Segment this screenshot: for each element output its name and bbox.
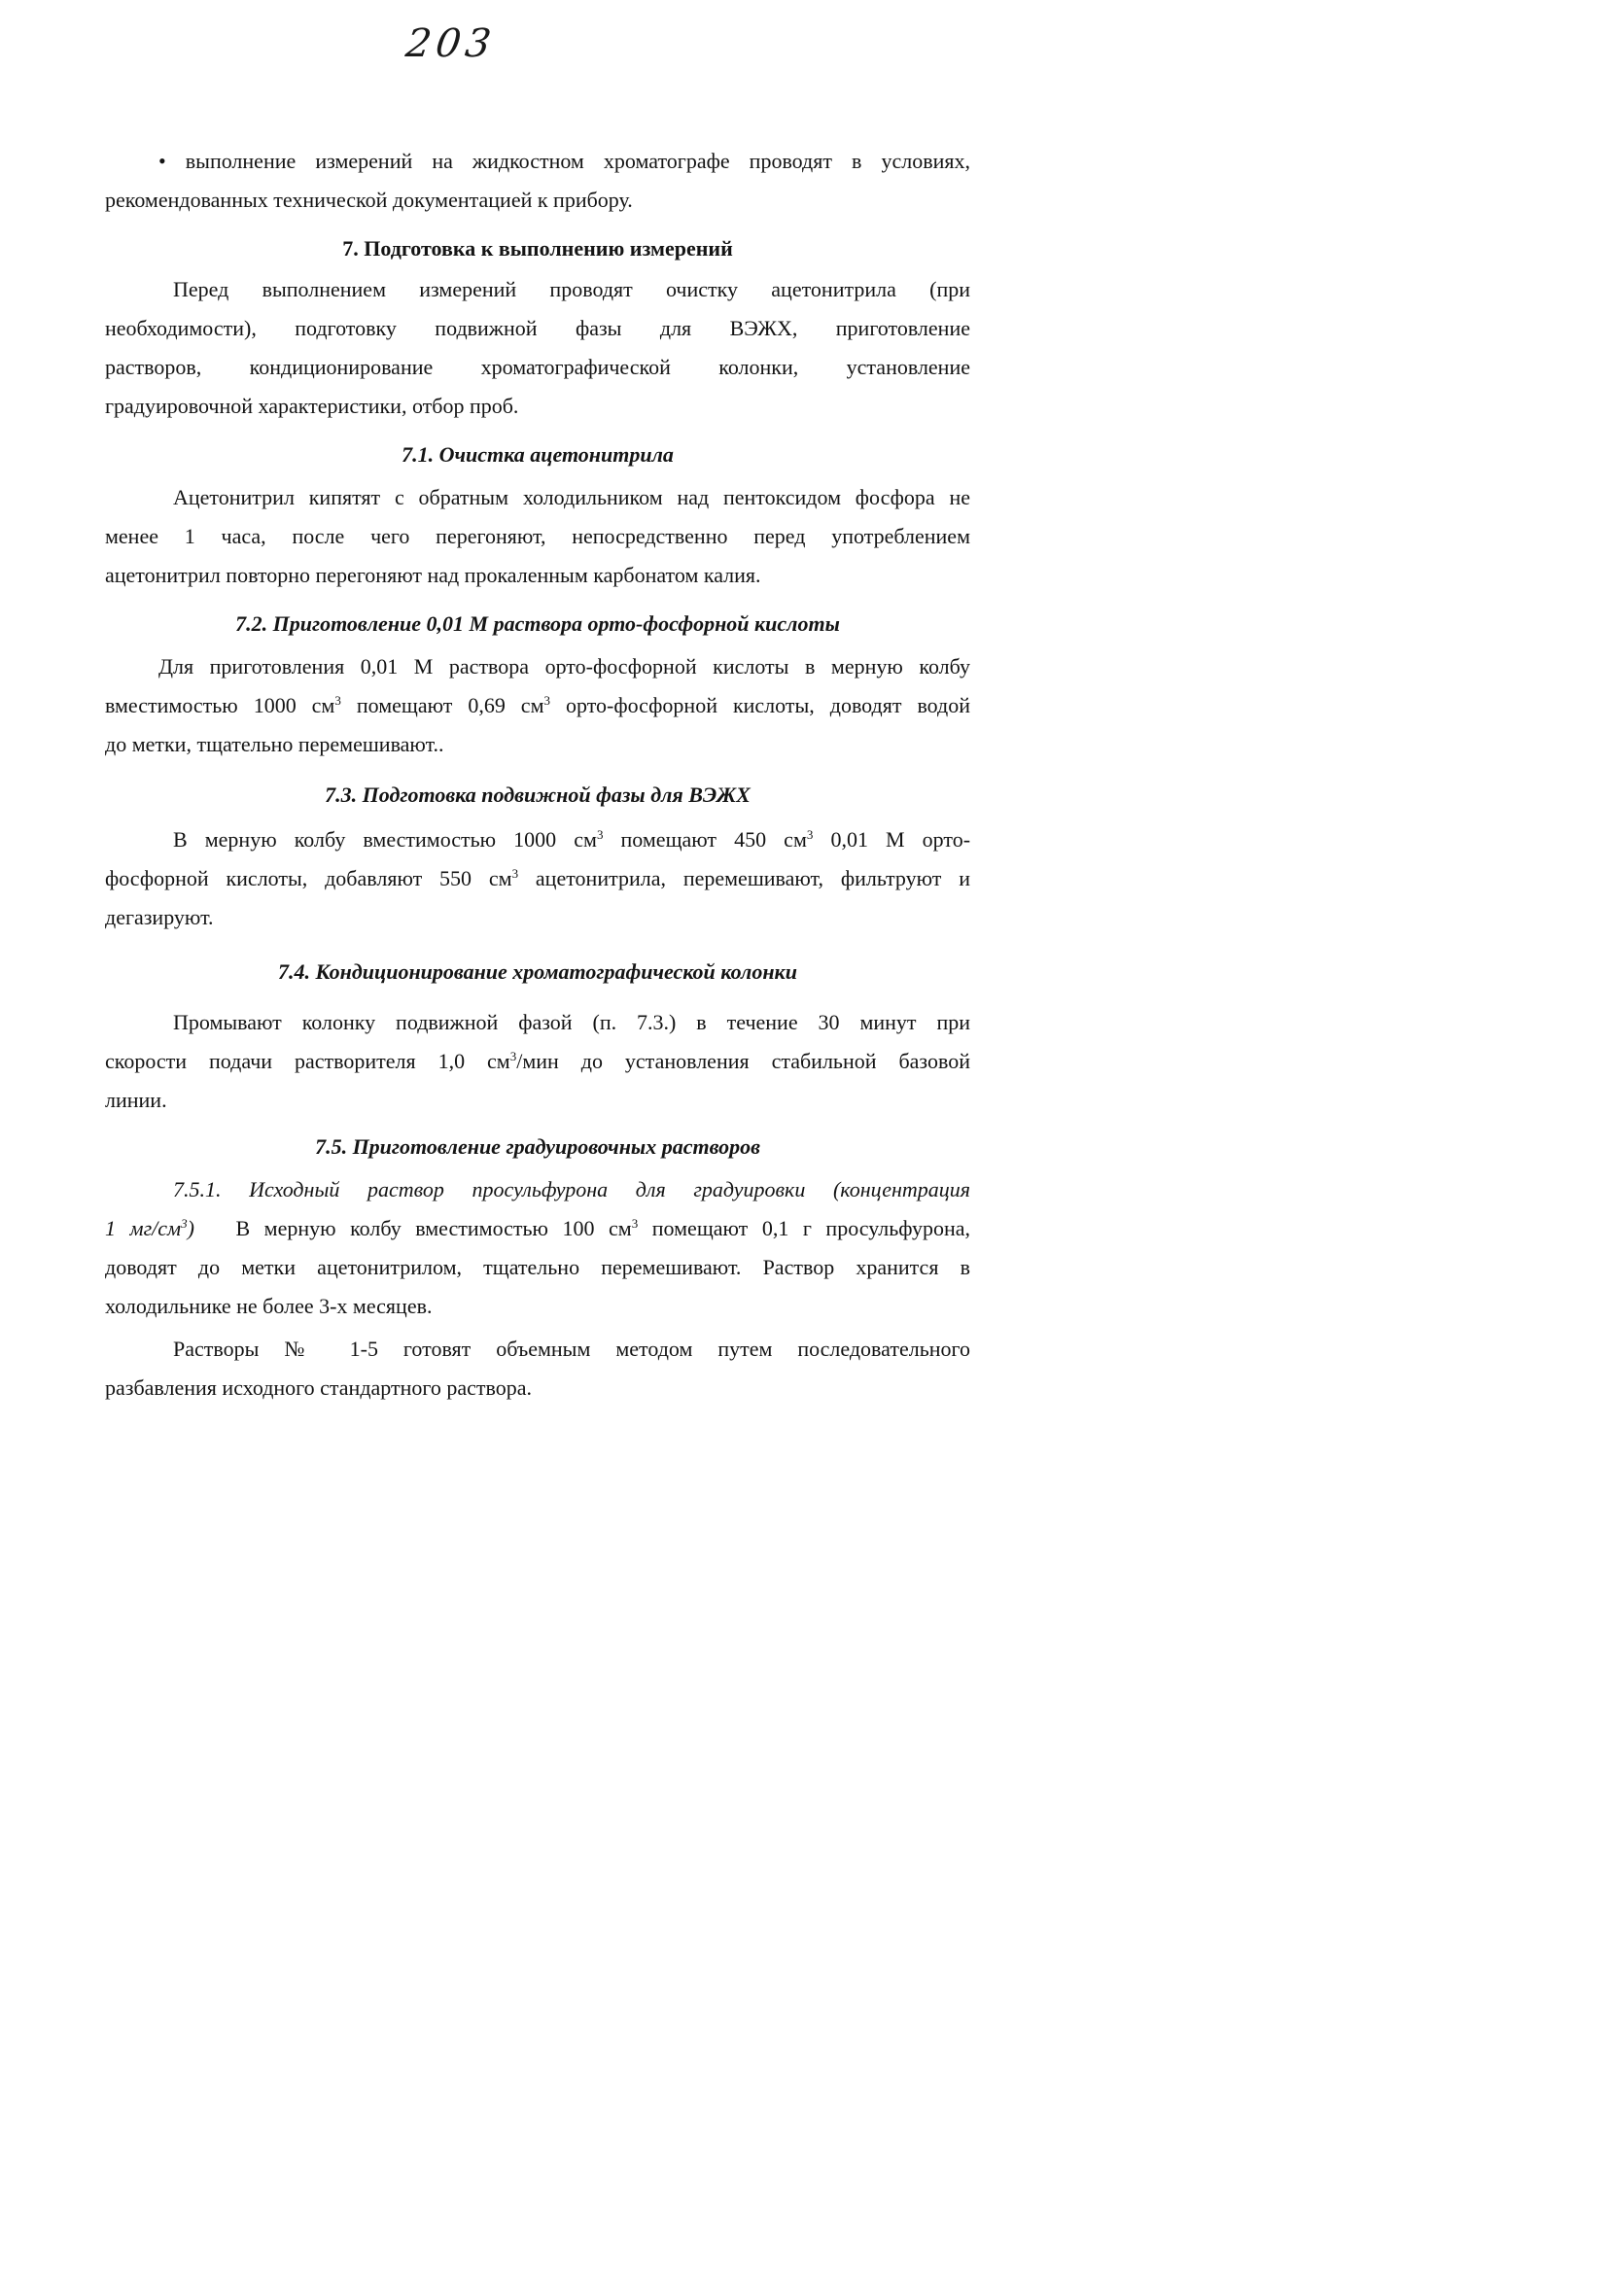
section-7-3-line-2: [105, 859, 970, 898]
section-7-2-line-2b: помещают 0,69 см: [356, 693, 544, 717]
section-7-heading: 7. Подготовка к выполнению измерений: [342, 236, 733, 261]
bullet-mark: •: [158, 149, 166, 173]
section-7-3-line-3: дегазируют.: [105, 905, 214, 929]
section-7-2-line-1: Для приготовления 0,01 М раствора орто-фосфорной кислоты в мерную колбу: [158, 654, 970, 678]
section-7-5-1-line-4: холодильнике не более 3-х месяцев.: [105, 1294, 433, 1318]
section-7-3-line-1a: В мерную колбу вместимостью 1000 см: [173, 827, 597, 852]
section-7-2-line-2a: вместимостью 1000 см: [105, 693, 335, 717]
section-7-paragraph: [105, 270, 970, 426]
section-7-1-line-3: ацетонитрил повторно перегоняют над прокаленным карбонатом калия.: [105, 563, 761, 587]
section-7-5-1-line-3: доводят до метки ацетонитрилом, тщательно перемешивают. Раствор хранится в: [105, 1255, 970, 1279]
section-7-4-heading: 7.4. Кондиционирование хроматографической колонки: [278, 959, 797, 984]
section-7-line-3: растворов, кондиционирование хроматографической колонки, установление: [105, 355, 970, 379]
section-7-2-line-2c: орто-фосфорной кислоты, доводят водой: [565, 693, 971, 717]
superscript-3: 3: [631, 1216, 639, 1231]
superscript-3: 3: [543, 693, 550, 708]
section-7-4-line-2: [105, 1042, 970, 1081]
section-7-3-line-2b: ацетонитрила, перемешивают, фильтруют и: [535, 866, 970, 890]
section-7-5-1-line-2a: В мерную колбу вместимостью 100 см: [235, 1216, 632, 1240]
bullet-line-1: выполнение измерений на жидкостном хроматографе проводят в условиях,: [185, 149, 971, 173]
section-7-5-p2-line-1: Растворы № 1-5 готовят объемным методом путем последовательного: [173, 1337, 970, 1361]
superscript-3: 3: [596, 827, 604, 842]
section-7-1-line-1: Ацетонитрил кипятят с обратным холодильником над пентоксидом фосфора не: [173, 485, 970, 509]
section-7-4-paragraph: [105, 1003, 970, 1120]
section-7-5-1-unit: 1 $мг/см^3$): [105, 1216, 194, 1240]
document-body: [105, 142, 970, 1408]
page-number: 203: [402, 21, 499, 66]
section-7-line-2: необходимости), подготовку подвижной фазы для ВЭЖХ, приготовление: [105, 316, 970, 340]
section-7-3-line-1: [105, 820, 970, 859]
superscript-3: 3: [806, 827, 814, 842]
section-7-2-line-3: до метки, тщательно перемешивают..: [105, 732, 444, 756]
section-7-3-paragraph: [105, 820, 970, 937]
section-7-line-1: Перед выполнением измерений проводят очистку ацетонитрила (при: [173, 277, 970, 301]
section-7-5-p2-line-2: разбавления исходного стандартного раствора.: [105, 1375, 533, 1400]
section-7-2-heading: 7.2. Приготовление 0,01 М раствора орто-фосфорной кислоты: [235, 611, 840, 636]
section-7-3-line-2a: фосфорной кислоты, добавляют 550 см: [105, 866, 512, 890]
section-7-5-1-line-2: [105, 1209, 970, 1248]
bullet-line-2: рекомендованных технической документацией к прибору.: [105, 188, 633, 212]
section-7-1-paragraph: [105, 478, 970, 595]
section-7-5-1-line-1: 7.5.1. Исходный раствор просульфурона для градуировки (концентрация: [173, 1177, 970, 1201]
section-7-3-heading: 7.3. Подготовка подвижной фазы для ВЭЖХ: [325, 783, 751, 807]
superscript-3: 3: [334, 693, 341, 708]
section-7-2-paragraph: [105, 647, 970, 764]
section-7-5-1-line-2b: помещают 0,1 г просульфурона,: [651, 1216, 971, 1240]
section-7-1-heading: 7.1. Очистка ацетонитрила: [402, 442, 674, 467]
section-7-5-heading: 7.5. Приготовление градуировочных растворов: [315, 1134, 760, 1159]
section-7-3-line-1b: помещают 450 см: [620, 827, 807, 852]
section-7-5-paragraph-2: [105, 1330, 970, 1408]
section-7-4-line-2b: /мин до установления стабильной базовой: [516, 1049, 970, 1073]
superscript-3: 3: [511, 866, 519, 881]
bullet-paragraph: [105, 142, 970, 220]
section-7-4-line-3: линии.: [105, 1088, 167, 1112]
superscript-3: 3: [509, 1049, 517, 1063]
section-7-1-line-2: менее 1 часа, после чего перегоняют, непосредственно перед употреблением: [105, 524, 970, 548]
section-7-2-line-2: [105, 686, 970, 725]
section-7-3-line-1c: 0,01 М орто-: [830, 827, 971, 852]
section-7-line-4: градуировочной характеристики, отбор проб.: [105, 394, 519, 418]
section-7-4-line-1: Промывают колонку подвижной фазой (п. 7.3.) в течение 30 минут при: [173, 1010, 970, 1034]
section-7-5-1-paragraph: [105, 1170, 970, 1326]
section-7-4-line-2a: скорости подачи растворителя 1,0 см: [105, 1049, 510, 1073]
